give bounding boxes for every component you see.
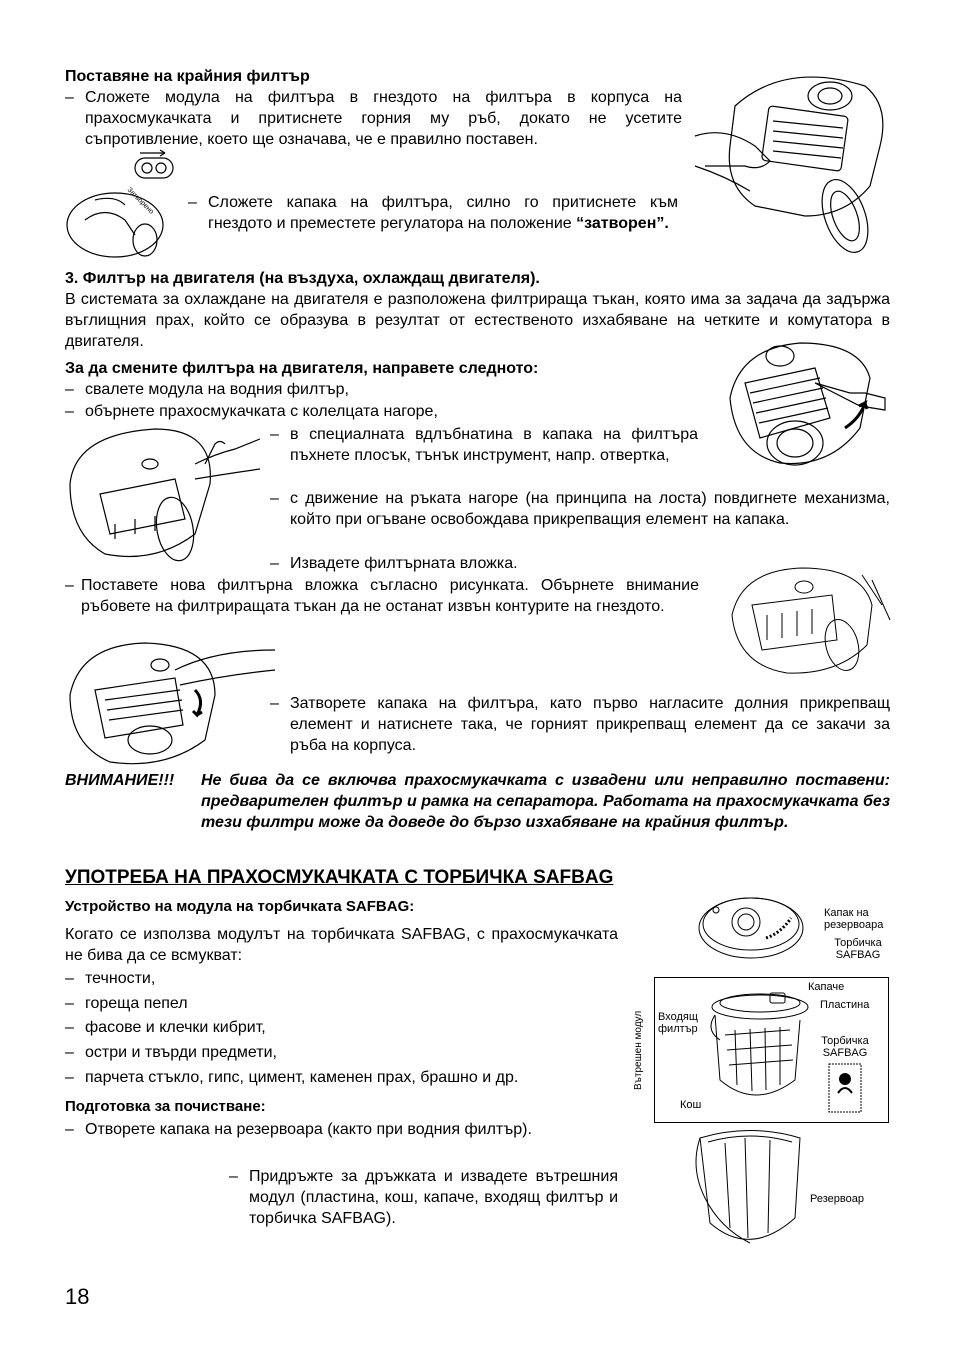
- tank-illustration: [690, 1128, 810, 1253]
- list-item: – гореща пепел: [65, 995, 188, 1012]
- safbag-icon: [828, 1063, 862, 1113]
- basket-label: Кош: [680, 1099, 702, 1111]
- list-item: – Сложете капака на филтъра, силно го притиснете към гнездото и преместете регулатора на положение “затворен”.: [188, 194, 678, 232]
- regulator-closed-illustration: [65, 150, 180, 260]
- plate-label: Пластина: [820, 999, 870, 1011]
- inner-module-label: Вътрешен модул: [633, 1010, 644, 1090]
- closed-label: Затворено: [125, 186, 155, 216]
- list-item: – остри и твърди предмети,: [65, 1044, 277, 1061]
- list-item: – Затворете капака на филтъра, като първо нагласите долния прикрепващ елемент и натиснете така, че горният прикрепващ елемент да се закачи за ръба на корпуса.: [270, 695, 890, 754]
- list-item: – Сложете модула на филтъра в гнездото на филтъра в корпуса на прахосмукачката и притиснете горния му ръб, докато не усетите съпротивление, което ще означава, че е правилно поставен.: [65, 89, 682, 148]
- list-item: – парчета стъкло, гипс, цимент, каменен прах, брашно и др.: [65, 1069, 519, 1086]
- motor-filter-subtitle: За да смените филтъра на двигателя, направете следното:: [65, 360, 539, 377]
- list-item: – свалете модула на водния филтър,: [65, 381, 349, 398]
- list-item: – течности,: [65, 970, 156, 987]
- cap-label: Капаче: [808, 981, 845, 993]
- warning-label: ВНИМАНИЕ!!!: [65, 772, 175, 789]
- new-filter-illustration: [722, 565, 890, 677]
- inlet-label: Входящ филтър: [658, 1011, 698, 1035]
- prep-title: Подготовка за почистване:: [65, 1098, 266, 1115]
- list-item: – с движение на ръката нагоре (на принципа на лоста) повдигнете механизма, който при огъване освобождава прикрепващия елемент на капака.: [270, 490, 890, 528]
- safbag-subtitle: Устройство на модула на торбичката SAFBAG:: [65, 898, 415, 915]
- inner-module-illustration: [700, 985, 810, 1115]
- list-item: – фасове и клечки кибрит,: [65, 1019, 266, 1036]
- bag-label-top: Торбичка SAFBAG: [834, 937, 882, 961]
- closing-cover-illustration: [65, 640, 275, 770]
- tank-label: Резервоар: [810, 1193, 864, 1205]
- filter-cover-illustration: [65, 424, 260, 564]
- section-title-motor-filter: 3. Филтър на двигателя (на въздуха, охлаждащ двигателя).: [65, 270, 540, 287]
- section-title-final-filter: Поставяне на крайния филтър: [65, 68, 310, 85]
- list-item: – Отворете капака на резервоара (както при водния филтър).: [65, 1121, 532, 1138]
- list-item: – Поставете нова филтърна вложка съгласно рисунката. Обърнете внимание ръбовете на филтриращата тъкан да не останат извън контурите на гнездото.: [65, 577, 699, 615]
- screwdriver-illustration: [720, 338, 892, 473]
- list-item: – обърнете прахосмукачката с колелцата нагоре,: [65, 403, 438, 420]
- list-item: – Извадете филтърната вложка.: [270, 555, 518, 572]
- vacuum-filter-illustration: [695, 66, 890, 256]
- tank-lid-illustration: [696, 890, 816, 970]
- safbag-intro: Когато се използва модулът на торбичката SAFBAG, с прахосмукачката не бива да се всмукват:: [65, 926, 618, 964]
- motor-filter-paragraph: В системата за охлаждане на двигателя е разположена филтрираща тъкан, която има за задача да задържа въглищния прах, който се образува в резултат от естественото изхабяване на четките и комутатора в двигателя.: [65, 291, 890, 350]
- list-item: – в специалната вдлъбнатина в капака на филтъра пъхнете плосък, тънък инструмент, напр. отвертка,: [270, 426, 698, 464]
- lid-label: Капак на резервоара: [824, 907, 884, 931]
- list-item: – Придръжте за дръжката и извадете вътрешния модул (пластина, кош, капаче, входящ филтър и торбичка SAFBAG).: [229, 1168, 618, 1227]
- safbag-heading: УПОТРЕБА НА ПРАХОСМУКАЧКАТА С ТОРБИЧКА SAFBAG: [65, 867, 614, 888]
- warning-text: Не бива да се включва прахосмукачката с извадени или неправилно поставени: предварителен филтър и рамка на сепаратора. Работата на прахосмукачката без тези филтри може да доведе до бързо изхабяване на крайния филтър.: [201, 772, 890, 831]
- page-number: 18: [65, 1284, 90, 1309]
- bag-label: Торбичка SAFBAG: [821, 1035, 869, 1059]
